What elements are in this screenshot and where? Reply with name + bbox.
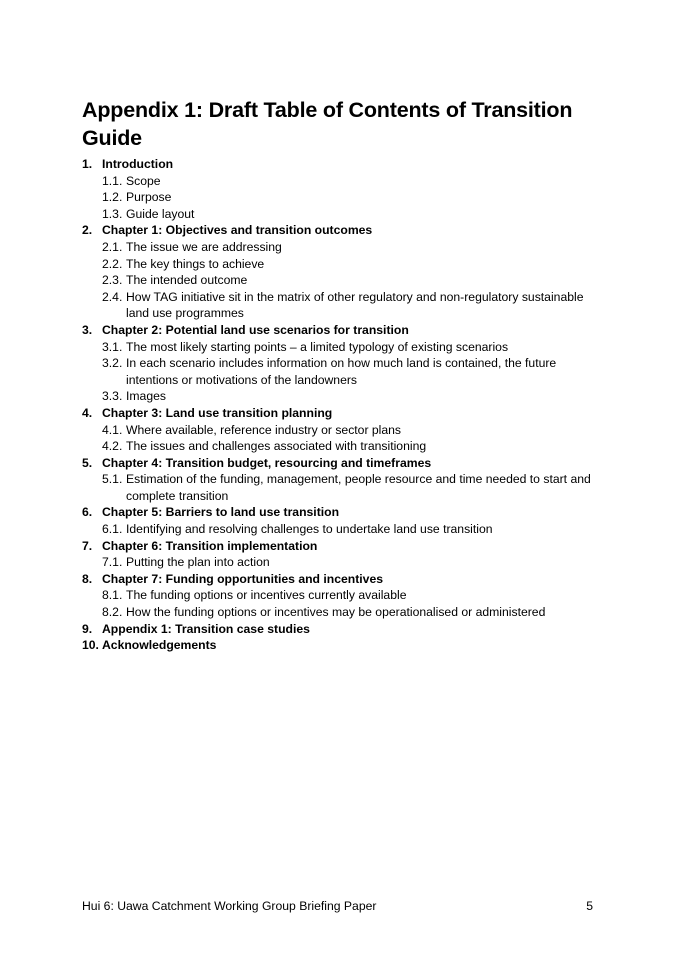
- toc-subsection-number: 2.3.: [102, 273, 123, 288]
- toc-subsection-number: 8.2.: [102, 605, 123, 620]
- toc-subsection-number: 2.1.: [102, 239, 123, 254]
- toc-chapter-title: Appendix 1: Transition case studies: [102, 621, 310, 636]
- toc-subsection-text: How the funding options or incentives may be operationalised or administered: [126, 605, 546, 620]
- toc-subsection-text: Scope: [126, 173, 161, 188]
- toc-subsection: [102, 438, 602, 455]
- toc-subsection-text: Images: [126, 389, 166, 404]
- toc-chapter: [82, 156, 602, 222]
- toc-subsection-text: Guide layout: [126, 206, 195, 221]
- toc-chapter-title: Chapter 3: Land use transition planning: [102, 405, 333, 420]
- toc-subsection-number: 7.1.: [102, 555, 123, 570]
- toc-subsection: [102, 189, 602, 206]
- toc-subsection-number: 3.2.: [102, 356, 123, 371]
- toc-subsection: [102, 206, 602, 223]
- toc-chapter-number: 8.: [82, 571, 93, 586]
- toc-subsection: [102, 272, 602, 289]
- toc-subsection: [102, 422, 602, 439]
- toc-chapter-number: 5.: [82, 455, 93, 470]
- toc-subsection-text: Estimation of the funding, management, people resource and time needed to start and complete transition: [126, 472, 591, 503]
- toc-subsection-number: 8.1.: [102, 588, 123, 603]
- toc-subsection-text: The funding options or incentives currently available: [126, 588, 407, 603]
- toc-subsection-text: The key things to achieve: [126, 256, 265, 271]
- page-title: Appendix 1: Draft Table of Contents of Transition Guide: [82, 98, 573, 150]
- toc-chapter-title: Chapter 6: Transition implementation: [102, 538, 318, 553]
- toc-subsection-text: The issue we are addressing: [126, 239, 282, 254]
- toc-subsection-number: 1.3.: [102, 206, 123, 221]
- toc-chapter: [82, 455, 602, 505]
- toc-subsection: [102, 587, 602, 604]
- toc-subsection-text: Identifying and resolving challenges to undertake land use transition: [126, 522, 493, 537]
- toc-subsection-number: 2.4.: [102, 289, 123, 304]
- toc-subsection-list: [102, 422, 602, 455]
- toc-subsection-text: Putting the plan into action: [126, 555, 270, 570]
- toc-subsection-text: How TAG initiative sit in the matrix of other regulatory and non-regulatory sustainable land use programmes: [126, 289, 584, 321]
- toc-subsection-list: [102, 173, 602, 223]
- toc-chapter-number: 9.: [82, 621, 93, 636]
- toc-subsection-number: 6.1.: [102, 522, 123, 537]
- toc-chapter: [82, 222, 602, 322]
- toc-subsection-list: [102, 339, 602, 405]
- toc-chapter-title: Chapter 4: Transition budget, resourcing and timeframes: [102, 455, 432, 470]
- toc-subsection: [102, 604, 602, 621]
- toc-chapter-number: 7.: [82, 538, 93, 553]
- toc-subsection: [102, 289, 602, 322]
- toc-subsection: [102, 173, 602, 190]
- toc-subsection-number: 3.1.: [102, 339, 123, 354]
- toc-subsection-list: [102, 521, 602, 538]
- toc-chapter: [82, 538, 602, 571]
- toc-chapter: [82, 571, 602, 621]
- toc-chapter-number: 6.: [82, 505, 93, 520]
- toc-chapter-number: 1.: [82, 157, 93, 171]
- toc-chapter: [82, 405, 602, 455]
- toc-chapter-title: Chapter 1: Objectives and transition outcomes: [102, 223, 373, 238]
- toc-chapter-number: 10.: [82, 638, 99, 653]
- toc-chapter-title: Chapter 2: Potential land use scenarios for transition: [102, 322, 409, 337]
- toc-chapter-title: Introduction: [102, 157, 174, 171]
- toc-chapter: [82, 322, 602, 405]
- toc-chapter-title: Chapter 5: Barriers to land use transition: [102, 505, 340, 520]
- toc-subsection-number: 1.1.: [102, 173, 123, 188]
- toc-subsection-number: 1.2.: [102, 190, 123, 205]
- toc-subsection-number: 3.3.: [102, 389, 123, 404]
- toc-subsection: [102, 239, 602, 256]
- toc-chapter-title: Acknowledgements: [102, 638, 217, 653]
- toc-chapter-number: 2.: [82, 223, 93, 238]
- footer-page-number: 5: [586, 899, 593, 913]
- toc-chapter: [82, 621, 602, 638]
- toc-subsection-number: 5.1.: [102, 472, 123, 487]
- toc-subsection-number: 4.1.: [102, 422, 123, 437]
- toc-subsection-text: Purpose: [126, 190, 172, 205]
- toc-chapter-title: Chapter 7: Funding opportunities and incentives: [102, 571, 384, 586]
- toc-subsection: [102, 256, 602, 273]
- toc-subsection-text: The intended outcome: [126, 273, 248, 288]
- toc-subsection-list: [102, 471, 602, 504]
- toc-chapter-number: 4.: [82, 405, 93, 420]
- toc-subsection-text: The issues and challenges associated with transitioning: [126, 439, 427, 454]
- toc-subsection: [102, 388, 602, 405]
- toc-chapter: [82, 637, 602, 654]
- footer-document-title: Hui 6: Uawa Catchment Working Group Briefing Paper: [82, 899, 377, 913]
- toc-subsection-number: 2.2.: [102, 256, 123, 271]
- toc-subsection: [102, 554, 602, 571]
- toc-subsection-list: [102, 587, 602, 620]
- toc-subsection-text: Where available, reference industry or sector plans: [126, 422, 402, 437]
- toc-subsection: [102, 339, 602, 356]
- toc-subsection: [102, 355, 602, 388]
- toc-chapter: [82, 504, 602, 537]
- toc-subsection-text: In each scenario includes information on how much land is contained, the future intentions or motivations of the landowners: [126, 356, 557, 387]
- toc-subsection: [102, 521, 602, 538]
- toc-subsection-list: [102, 239, 602, 322]
- toc-subsection-text: The most likely starting points – a limited typology of existing scenarios: [126, 339, 509, 354]
- toc-subsection-list: [102, 554, 602, 571]
- toc-subsection-number: 4.2.: [102, 439, 123, 454]
- table-of-contents: [82, 156, 602, 654]
- toc-chapter-number: 3.: [82, 322, 93, 337]
- toc-subsection: [102, 471, 602, 504]
